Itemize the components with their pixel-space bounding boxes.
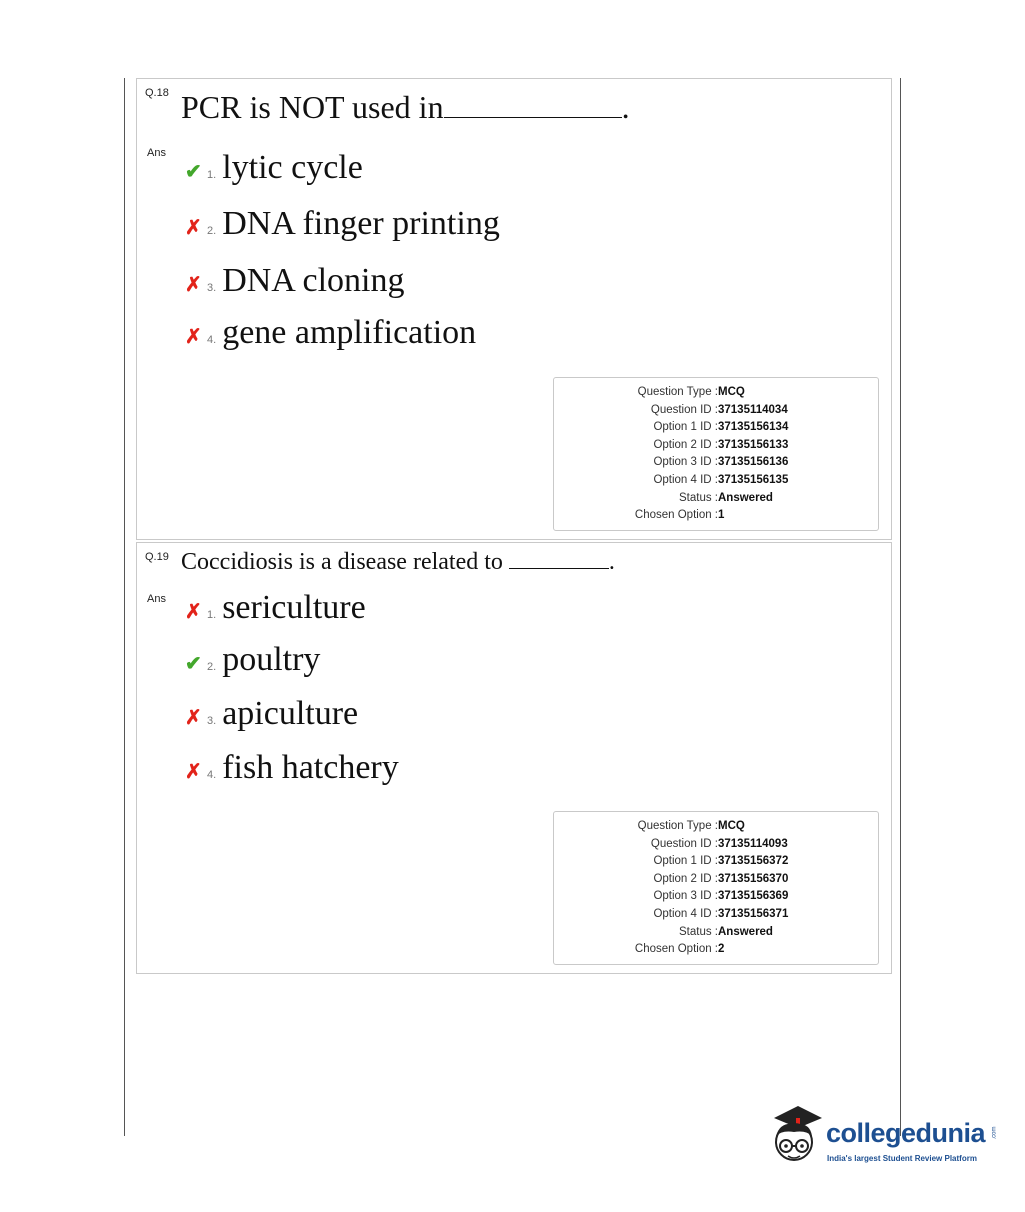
info-value: 37135156133 xyxy=(718,439,789,451)
question-end-mark: . xyxy=(608,549,615,575)
option-2 xyxy=(185,205,500,243)
page-left-rule xyxy=(124,78,125,1136)
info-key: Question Type : xyxy=(637,386,718,398)
info-row xyxy=(554,855,878,873)
info-value: 37135114093 xyxy=(718,838,788,850)
info-key: Option 2 ID : xyxy=(653,439,718,451)
question-stem: Coccidiosis is a disease related to xyxy=(181,549,503,575)
info-value: 37135156370 xyxy=(718,873,789,885)
info-row xyxy=(554,509,878,527)
question-text xyxy=(181,89,630,126)
option-number: 3. xyxy=(207,282,217,294)
question-card-19 xyxy=(136,542,892,974)
page-right-rule xyxy=(900,78,901,1136)
cross-icon: ✗ xyxy=(185,761,202,783)
info-value: MCQ xyxy=(718,386,745,398)
option-number: 4. xyxy=(207,769,217,781)
info-key: Question Type : xyxy=(637,820,718,832)
logo-suffix: .com xyxy=(991,1126,998,1140)
info-row xyxy=(554,820,878,838)
info-row xyxy=(554,439,878,457)
info-key: Option 4 ID : xyxy=(653,908,718,920)
collegedunia-logo[interactable] xyxy=(766,1104,1006,1176)
info-row xyxy=(554,404,878,422)
option-2 xyxy=(185,641,320,679)
info-row xyxy=(554,890,878,908)
info-row xyxy=(554,943,878,961)
info-row xyxy=(554,838,878,856)
fill-blank xyxy=(509,568,609,569)
logo-tagline: India's largest Student Review Platform xyxy=(827,1154,977,1163)
info-key: Status : xyxy=(679,926,718,938)
option-text: DNA finger printing xyxy=(222,205,500,242)
option-number: 3. xyxy=(207,715,217,727)
info-row xyxy=(554,492,878,510)
question-end-mark: . xyxy=(621,89,630,125)
option-1 xyxy=(185,589,366,627)
info-value: Answered xyxy=(718,492,773,504)
cross-icon: ✗ xyxy=(185,601,202,623)
option-text: sericulture xyxy=(222,589,366,626)
info-row xyxy=(554,386,878,404)
option-text: DNA cloning xyxy=(222,262,405,299)
option-number: 2. xyxy=(207,225,217,237)
info-key: Chosen Option : xyxy=(634,509,718,521)
option-text: gene amplification xyxy=(222,314,477,351)
question-card-18 xyxy=(136,78,892,540)
option-text: lytic cycle xyxy=(222,149,363,186)
info-value: 37135156369 xyxy=(718,890,789,902)
cross-icon: ✗ xyxy=(185,326,202,348)
option-1 xyxy=(185,149,363,187)
option-number: 1. xyxy=(207,169,217,181)
info-key: Question ID : xyxy=(650,838,718,850)
info-value: 37135156136 xyxy=(718,456,789,468)
fill-blank xyxy=(444,117,622,118)
info-value: 37135156134 xyxy=(718,421,789,433)
info-row xyxy=(554,908,878,926)
info-value: MCQ xyxy=(718,820,745,832)
info-key: Question ID : xyxy=(650,404,718,416)
info-row xyxy=(554,456,878,474)
question-info-panel xyxy=(553,811,879,965)
answer-label: Ans xyxy=(147,593,166,605)
info-row xyxy=(554,873,878,891)
option-number: 4. xyxy=(207,334,217,346)
question-info-panel xyxy=(553,377,879,531)
info-value: 37135114034 xyxy=(718,404,788,416)
info-value: Answered xyxy=(718,926,773,938)
option-4 xyxy=(185,749,399,787)
check-icon: ✔ xyxy=(185,653,202,675)
question-number: Q.18 xyxy=(145,87,169,99)
info-row xyxy=(554,421,878,439)
option-3 xyxy=(185,695,358,733)
info-value: 37135156371 xyxy=(718,908,789,920)
option-text: poultry xyxy=(222,641,321,678)
info-key: Option 4 ID : xyxy=(653,474,718,486)
info-value: 37135156135 xyxy=(718,474,789,486)
info-row xyxy=(554,926,878,944)
option-number: 1. xyxy=(207,609,217,621)
info-key: Status : xyxy=(679,492,718,504)
mascot-icon xyxy=(766,1104,826,1174)
info-row xyxy=(554,474,878,492)
answer-label: Ans xyxy=(147,147,166,159)
cross-icon: ✗ xyxy=(185,707,202,729)
option-number: 2. xyxy=(207,661,217,673)
info-key: Chosen Option : xyxy=(634,943,718,955)
option-3 xyxy=(185,262,404,300)
option-text: fish hatchery xyxy=(222,749,399,786)
question-text xyxy=(181,549,615,576)
cross-icon: ✗ xyxy=(185,217,202,239)
option-text: apiculture xyxy=(222,695,359,732)
cross-icon: ✗ xyxy=(185,274,202,296)
info-key: Option 3 ID : xyxy=(653,456,718,468)
info-key: Option 3 ID : xyxy=(653,890,718,902)
check-icon: ✔ xyxy=(185,161,202,183)
option-4 xyxy=(185,314,476,352)
question-stem: PCR is NOT used in xyxy=(181,89,444,125)
info-key: Option 1 ID : xyxy=(653,421,718,433)
question-number: Q.19 xyxy=(145,551,169,563)
info-value: 37135156372 xyxy=(718,855,789,867)
info-value: 1 xyxy=(718,509,725,521)
logo-wordmark: collegedunia xyxy=(826,1118,986,1148)
info-value: 2 xyxy=(718,943,725,955)
info-key: Option 1 ID : xyxy=(653,855,718,867)
info-key: Option 2 ID : xyxy=(653,873,718,885)
